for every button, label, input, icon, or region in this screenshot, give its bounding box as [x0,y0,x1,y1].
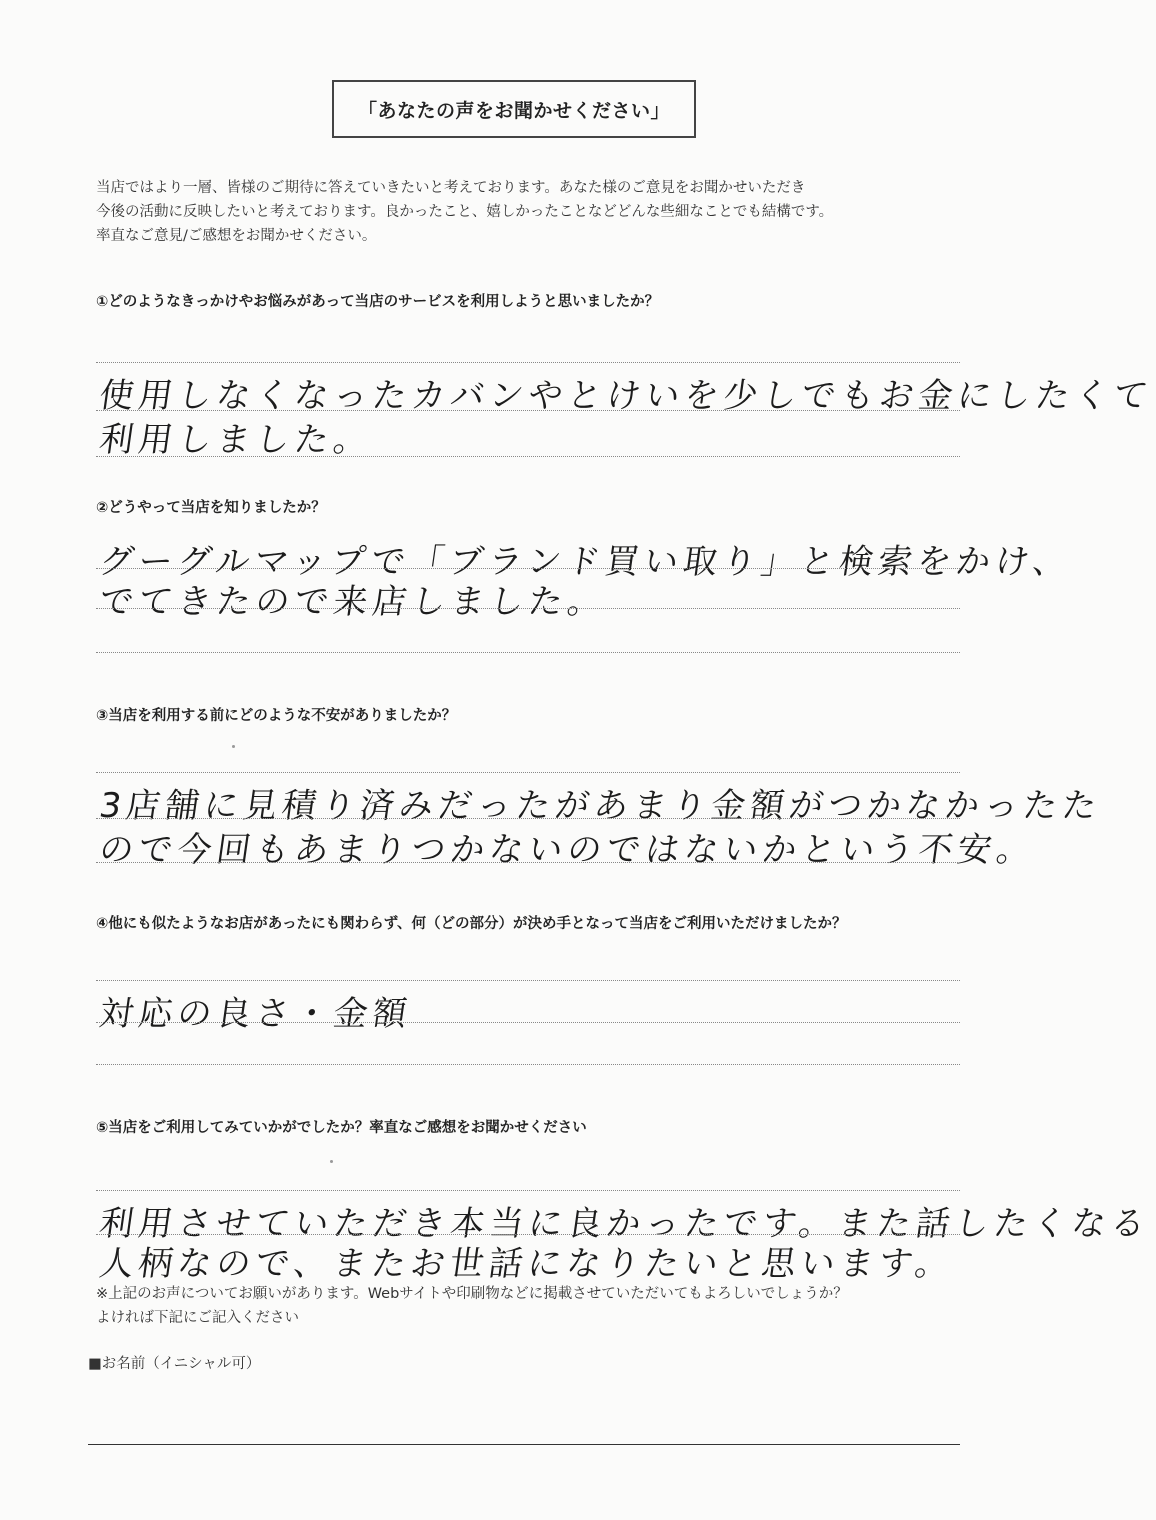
intro-text [96,176,976,248]
answer-5-line-1: 利用させていただき本当に良かったです。また話したくなる [96,1204,1153,1244]
name-field-label: ■お名前（イニシャル可） [88,1356,261,1372]
answer-line[interactable] [96,1064,960,1065]
answer-1-line-1: 使用しなくなったカバンやとけいを少しでもお金にしたくて [96,376,1156,416]
form-title: 「あなたの声をお聞かせください」 [332,80,696,138]
answer-line[interactable] [96,410,960,411]
name-field-line[interactable] [88,1444,960,1445]
answer-line[interactable] [96,1234,960,1235]
answer-line[interactable] [96,818,960,819]
answer-line[interactable] [96,608,960,609]
question-4: ④他にも似たようなお店があったにも関わらず、何（どの部分）が決め手となって当店をご利用いただけましたか？ [96,916,847,932]
answer-line[interactable] [96,652,960,653]
question-3: ③当店を利用する前にどのような不安がありましたか？ [96,708,457,724]
answer-line[interactable] [96,362,960,363]
publication-note: ※上記のお声についてお願いがあります。Webサイトや印刷物などに掲載させていただいてもよろしいでしょうか？ [96,1286,848,1302]
intro-line: 率直なご意見/ご感想をお聞かせください。 [96,228,377,244]
answer-1-line-2: 利用しました。 [96,420,376,460]
paper-speck [330,1160,333,1163]
answer-line[interactable] [96,1190,960,1191]
answer-3-line-1: 3店舗に見積り済みだったがあまり金額がつかなかったた [96,786,1104,826]
answer-4-line-1: 対応の良さ・金額 [96,994,415,1034]
intro-line: 今後の活動に反映したいと考えております。良かったこと、嬉しかったことなどどんな些細なことでも結構です。 [96,204,834,220]
answer-3-line-2: ので今回もあまりつかないのではないかという不安。 [96,830,1039,870]
answer-2-line-1: グーグルマップで「ブランド買い取り」と検索をかけ、 [96,542,1075,582]
answer-line[interactable] [96,772,960,773]
answer-line[interactable] [96,568,960,569]
answer-line[interactable] [96,862,960,863]
answer-5-line-2: 人柄なので、またお世話になりたいと思います。 [96,1244,957,1284]
paper-speck [232,745,235,748]
answer-2-line-2: でてきたので来店しました。 [96,582,610,622]
publication-note: よければ下記にご記入ください [96,1310,299,1326]
answer-line[interactable] [96,980,960,981]
answer-line[interactable] [96,456,960,457]
intro-line: 当店ではより一層、皆様のご期待に答えていきたいと考えております。あなた様のご意見をお聞かせいただき [96,180,806,196]
question-5: ⑤当店をご利用してみていかがでしたか？率直なご感想をお聞かせください [96,1120,587,1136]
question-2: ②どうやって当店を知りましたか？ [96,500,326,516]
answer-line[interactable] [96,1022,960,1023]
question-1: ①どのようなきっかけやお悩みがあって当店のサービスを利用しようと思いましたか？ [96,294,660,310]
